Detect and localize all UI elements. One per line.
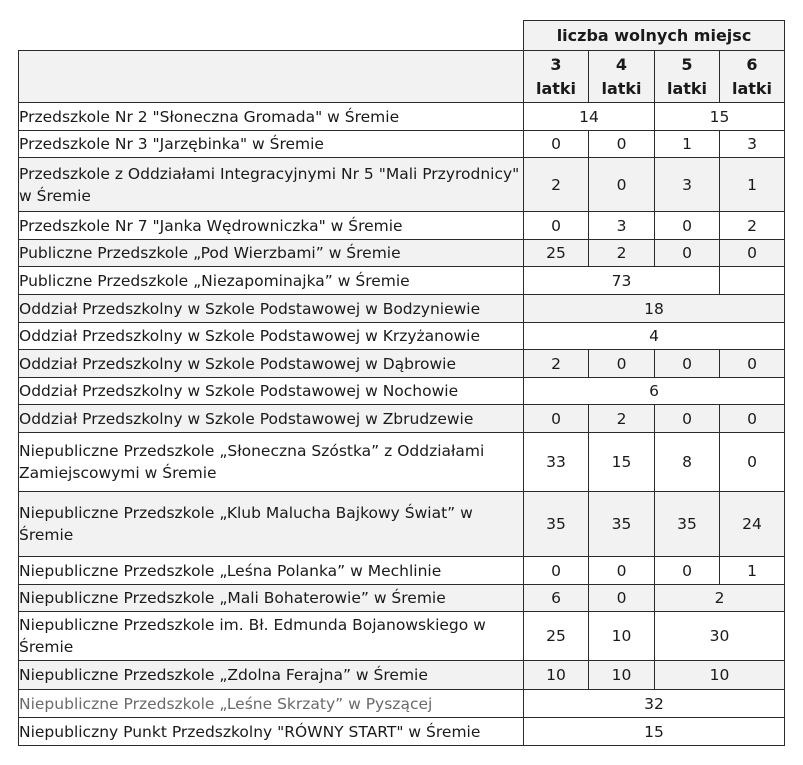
institution-name: Niepubliczne Przedszkole „Zdolna Ferajna” w Śremie — [19, 661, 524, 690]
vacancy-table — [18, 20, 785, 746]
table-row — [19, 492, 785, 557]
table-row — [19, 557, 785, 585]
age-column-header — [655, 51, 720, 103]
value-cell: 2 — [655, 585, 785, 612]
table-row — [19, 323, 785, 350]
header-row-ages — [19, 51, 785, 103]
institution-name: Przedszkole Nr 3 "Jarzębinka" w Śremie — [19, 131, 524, 158]
value-cell: 0 — [589, 350, 655, 378]
institution-name: Niepubliczne Przedszkole „Mali Bohaterowie” w Śremie — [19, 585, 524, 612]
institution-name: Oddział Przedszkolny w Szkole Podstawowej w Nochowie — [19, 378, 524, 405]
table-row — [19, 295, 785, 323]
value-cell: 25 — [524, 240, 589, 267]
value-cell: 0 — [720, 350, 785, 378]
value-cell: 35 — [524, 492, 589, 557]
value-cell: 0 — [524, 405, 589, 433]
age-number: 5 — [681, 54, 693, 74]
institution-name: Publiczne Przedszkole „Pod Wierzbami” w Śremie — [19, 240, 524, 267]
value-cell: 2 — [589, 405, 655, 433]
table-row — [19, 212, 785, 240]
age-column-header — [720, 51, 785, 103]
table-row — [19, 690, 785, 718]
age-number: 4 — [615, 54, 628, 74]
table-row — [19, 585, 785, 612]
value-cell: 3 — [655, 158, 720, 212]
table-row — [19, 267, 785, 295]
value-cell: 1 — [720, 557, 785, 585]
value-cell: 24 — [720, 492, 785, 557]
institution-name: Przedszkole z Oddziałami Integracyjnymi Nr 5 "Mali Przyrodnicy" w Śremie — [19, 158, 524, 212]
header-row-group — [19, 21, 785, 51]
value-cell: 2 — [524, 350, 589, 378]
free-places-header: liczba wolnych miejsc — [524, 21, 785, 51]
value-cell: 2 — [589, 240, 655, 267]
table-row — [19, 405, 785, 433]
value-cell: 32 — [524, 690, 785, 718]
value-cell: 14 — [524, 103, 655, 131]
value-cell: 0 — [589, 131, 655, 158]
table-row — [19, 350, 785, 378]
age-column-header — [524, 51, 589, 103]
age-unit: latki — [535, 78, 577, 98]
value-cell: 10 — [655, 661, 785, 690]
age-unit: latki — [731, 78, 773, 98]
institution-name: Niepubliczne Przedszkole „Słoneczna Szóstka” z Oddziałami Zamiejscowymi w Śremie — [19, 433, 524, 492]
institution-name: Oddział Przedszkolny w Szkole Podstawowej w Zbrudzewie — [19, 405, 524, 433]
institution-name: Oddział Przedszkolny w Szkole Podstawowej w Bodzyniewie — [19, 295, 524, 323]
institution-name: Niepubliczne Przedszkole „Leśne Skrzaty” w Pyszącej — [19, 690, 524, 718]
value-cell: 6 — [524, 585, 589, 612]
value-cell: 4 — [524, 323, 785, 350]
value-cell: 0 — [655, 350, 720, 378]
table-row — [19, 378, 785, 405]
institution-name: Niepubliczne Przedszkole „Klub Malucha Bajkowy Świat” w Śremie — [19, 492, 524, 557]
age-column-header — [589, 51, 655, 103]
value-cell: 15 — [655, 103, 785, 131]
value-cell: 15 — [589, 433, 655, 492]
value-cell: 25 — [524, 612, 589, 661]
value-cell: 30 — [655, 612, 785, 661]
value-cell: 0 — [720, 433, 785, 492]
value-cell: 0 — [589, 557, 655, 585]
value-cell: 2 — [720, 212, 785, 240]
value-cell: 35 — [655, 492, 720, 557]
table-row — [19, 433, 785, 492]
value-cell: 6 — [524, 378, 785, 405]
value-cell: 3 — [589, 212, 655, 240]
institution-name: Niepubliczny Punkt Przedszkolny "RÓWNY START" w Śremie — [19, 718, 524, 746]
table-row — [19, 158, 785, 212]
table-row — [19, 718, 785, 746]
table-row — [19, 661, 785, 690]
value-cell: 18 — [524, 295, 785, 323]
institution-name: Publiczne Przedszkole „Niezapominajka” w Śremie — [19, 267, 524, 295]
value-cell: 15 — [524, 718, 785, 746]
value-cell: 0 — [655, 557, 720, 585]
value-cell: 0 — [524, 131, 589, 158]
value-cell: 73 — [524, 267, 720, 295]
value-cell: 0 — [655, 212, 720, 240]
value-cell: 1 — [720, 158, 785, 212]
table-row — [19, 103, 785, 131]
age-number: 3 — [550, 54, 562, 74]
table-row — [19, 612, 785, 661]
value-cell: 8 — [655, 433, 720, 492]
value-cell: 35 — [589, 492, 655, 557]
value-cell: 10 — [589, 612, 655, 661]
value-cell: 0 — [655, 405, 720, 433]
table-row — [19, 131, 785, 158]
value-cell: 1 — [655, 131, 720, 158]
institution-name: Niepubliczne Przedszkole im. Bł. Edmunda Bojanowskiego w Śremie — [19, 612, 524, 661]
value-cell: 10 — [524, 661, 589, 690]
institution-name: Przedszkole Nr 2 "Słoneczna Gromada" w Śremie — [19, 103, 524, 131]
value-cell: 0 — [720, 405, 785, 433]
value-cell: 0 — [524, 212, 589, 240]
age-unit: latki — [666, 78, 708, 98]
value-cell — [720, 267, 785, 295]
header-name-column — [19, 51, 524, 103]
institution-name: Niepubliczne Przedszkole „Leśna Polanka” w Mechlinie — [19, 557, 524, 585]
table-row — [19, 240, 785, 267]
institution-name: Przedszkole Nr 7 "Janka Wędrowniczka" w Śremie — [19, 212, 524, 240]
value-cell: 0 — [720, 240, 785, 267]
institution-name: Oddział Przedszkolny w Szkole Podstawowej w Dąbrowie — [19, 350, 524, 378]
value-cell: 0 — [524, 557, 589, 585]
header-corner — [19, 21, 524, 51]
value-cell: 33 — [524, 433, 589, 492]
value-cell: 0 — [589, 585, 655, 612]
value-cell: 0 — [589, 158, 655, 212]
institution-name: Oddział Przedszkolny w Szkole Podstawowej w Krzyżanowie — [19, 323, 524, 350]
age-number: 6 — [746, 54, 758, 74]
value-cell: 2 — [524, 158, 589, 212]
age-unit: latki — [601, 78, 642, 98]
value-cell: 0 — [655, 240, 720, 267]
value-cell: 10 — [589, 661, 655, 690]
value-cell: 3 — [720, 131, 785, 158]
